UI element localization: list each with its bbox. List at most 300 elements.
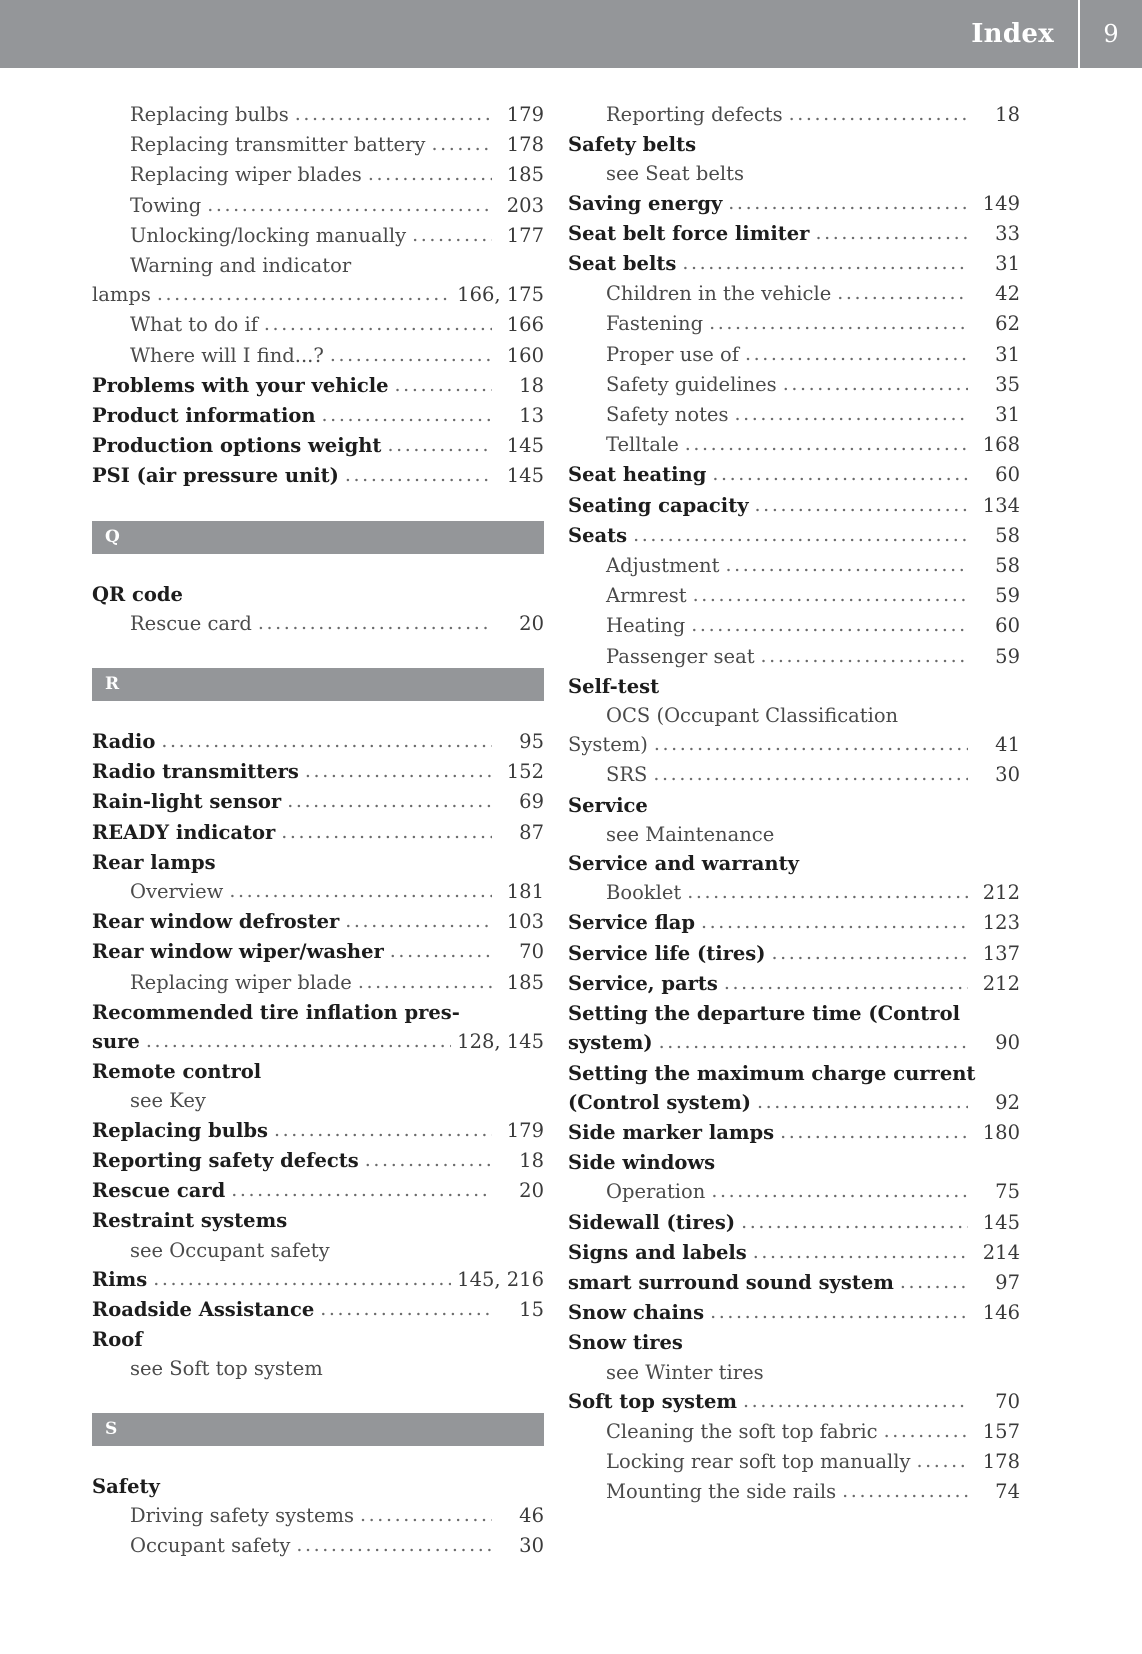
index-entry-label: Seats <box>568 523 628 547</box>
index-entry-page-number: 95 <box>519 730 544 754</box>
index-entry[interactable] <box>92 461 544 491</box>
index-entry-label: Production options weight <box>92 434 382 458</box>
index-entry[interactable] <box>568 908 1020 938</box>
index-entry-label: What to do if <box>130 313 258 337</box>
index-entry-page-number: 60 <box>995 614 1020 638</box>
index-entry-leader-dots <box>633 521 968 550</box>
index-entry-label: Sidewall (tires) <box>568 1210 736 1234</box>
index-entry[interactable] <box>92 1265 544 1295</box>
index-entry[interactable] <box>92 968 544 998</box>
index-entry[interactable] <box>568 1417 1020 1447</box>
index-entry-leader-dots <box>743 1387 968 1416</box>
index-entry-label: SRS <box>606 763 648 787</box>
index-entry[interactable] <box>92 937 544 967</box>
index-entry[interactable] <box>92 221 544 251</box>
index-entry-label: system) <box>568 1031 653 1055</box>
index-entry-page-number: 41 <box>995 733 1020 757</box>
index-entry-page-number: 212 <box>982 881 1020 905</box>
index-entry[interactable] <box>92 251 544 280</box>
index-entry-label: Radio <box>92 730 156 754</box>
index-entry-label: QR code <box>92 582 183 606</box>
index-entry[interactable] <box>92 1027 544 1057</box>
index-entry[interactable] <box>568 878 1020 908</box>
index-entry-leader-dots <box>842 1477 968 1506</box>
index-entry-page-number: 59 <box>995 644 1020 668</box>
index-entry-label: PSI (air pressure unit) <box>92 464 339 488</box>
index-entry-page-number: 15 <box>519 1297 544 1321</box>
index-entry[interactable] <box>92 341 544 371</box>
index-entry[interactable] <box>92 130 544 160</box>
index-entry-page-number: 59 <box>995 584 1020 608</box>
index-entry-label: Occupant safety <box>130 1533 291 1557</box>
index-entry-label: Saving energy <box>568 191 723 215</box>
index-entry-leader-dots <box>780 1118 968 1147</box>
index-entry-label: Warning and indicator <box>130 254 352 278</box>
index-entry-page-number: 20 <box>519 611 544 635</box>
index-entry[interactable] <box>92 818 544 848</box>
index-entry-page-number: 179 <box>506 103 544 126</box>
index-entry-leader-dots <box>390 937 492 966</box>
index-entry-page-number: 179 <box>506 1118 544 1142</box>
index-entry-leader-dots <box>153 1265 451 1294</box>
index-entry[interactable] <box>568 791 1020 820</box>
left-column <box>92 100 544 1561</box>
index-entry[interactable] <box>568 100 1020 130</box>
index-entry-page-number: 212 <box>982 971 1020 995</box>
index-entry[interactable] <box>568 460 1020 490</box>
index-entry-label: Safety <box>92 1474 160 1498</box>
index-entry[interactable] <box>568 849 1020 878</box>
index-entry-label: Adjustment <box>606 554 720 578</box>
index-entry-leader-dots <box>274 1116 492 1145</box>
index-entry-leader-dots <box>412 221 492 250</box>
index-entry-label: Signs and labels <box>568 1240 747 1264</box>
index-entry[interactable] <box>568 820 1020 849</box>
index-entry-page-number: 214 <box>982 1240 1020 1264</box>
index-entry-label: Rear window defroster <box>92 910 340 934</box>
index-entry-label: Setting the maximum charge current <box>568 1061 976 1085</box>
index-entry[interactable] <box>568 581 1020 611</box>
index-entry-leader-dots <box>815 219 968 248</box>
index-entry-label: see Occupant safety <box>130 1238 330 1262</box>
index-entry[interactable] <box>92 160 544 190</box>
index-entry-page-number: 152 <box>506 760 544 784</box>
index-entry-leader-dots <box>884 1417 968 1446</box>
index-entry-page-number: 103 <box>506 910 544 934</box>
index-entry[interactable] <box>92 1325 544 1354</box>
index-entry-page-number: 75 <box>995 1180 1020 1204</box>
index-entry-page-number: 87 <box>519 820 544 844</box>
index-entry-leader-dots <box>691 611 968 640</box>
index-entry[interactable] <box>92 1236 544 1265</box>
index-entry[interactable] <box>568 1238 1020 1268</box>
index-entry-leader-dots <box>157 280 451 309</box>
index-entry[interactable] <box>568 1447 1020 1477</box>
index-entry-leader-dots <box>783 370 968 399</box>
index-entry-leader-dots <box>745 340 968 369</box>
index-entry[interactable] <box>568 521 1020 551</box>
index-entry-label: Safety guidelines <box>606 372 777 396</box>
index-entry-page-number: 177 <box>506 223 544 247</box>
index-entry-label: Reporting safety defects <box>92 1148 359 1172</box>
index-entry-leader-dots <box>789 100 968 129</box>
index-entry-label: see Key <box>130 1089 206 1113</box>
index-entry-label: Armrest <box>606 584 687 608</box>
index-entry-leader-dots <box>755 491 968 520</box>
index-entry[interactable] <box>568 370 1020 400</box>
index-entry-leader-dots <box>229 877 492 906</box>
index-entry-label: Replacing wiper blades <box>130 163 362 187</box>
index-entry-page-number: 146 <box>982 1301 1020 1325</box>
index-entry-leader-dots <box>734 400 968 429</box>
index-entry[interactable] <box>92 727 544 757</box>
index-entry-label: Replacing wiper blade <box>130 970 352 994</box>
index-entry-leader-dots <box>701 908 968 937</box>
index-entry[interactable] <box>92 191 544 221</box>
index-entry[interactable] <box>568 1088 1020 1118</box>
index-entry[interactable] <box>568 309 1020 339</box>
index-entry-page-number: 145, 216 <box>457 1267 544 1291</box>
index-entry-label: Seat heating <box>568 463 707 487</box>
index-entry-leader-dots <box>365 1146 492 1175</box>
index-entry-label: Cleaning the soft top fabric <box>606 1419 878 1443</box>
index-entry-leader-dots <box>258 609 492 638</box>
index-entry-leader-dots <box>837 279 968 308</box>
index-entry-page-number: 69 <box>519 790 544 814</box>
index-entry-label: OCS (Occupant Classification <box>606 704 899 728</box>
index-entry[interactable] <box>568 730 1020 760</box>
index-entry-leader-dots <box>772 939 969 968</box>
index-entry[interactable] <box>92 787 544 817</box>
index-entry-label: Passenger seat <box>606 644 755 668</box>
index-entry-leader-dots <box>753 1238 968 1267</box>
index-entry[interactable] <box>92 757 544 787</box>
index-entry-label: Heating <box>606 614 686 638</box>
index-entry-label: Driving safety systems <box>130 1503 355 1527</box>
index-entry-leader-dots <box>345 907 492 936</box>
index-entry-label: Seat belt force limiter <box>568 221 810 245</box>
index-entry[interactable] <box>568 1208 1020 1238</box>
index-entry-leader-dots <box>757 1088 968 1117</box>
index-entry-label: Rescue card <box>92 1179 226 1203</box>
letter-section-bar-s <box>92 1413 544 1446</box>
index-entry-leader-dots <box>653 760 968 789</box>
index-entry-page-number: 74 <box>995 1480 1020 1504</box>
index-entry-page-number: 145 <box>982 1210 1020 1234</box>
index-entry-label: Soft top system <box>568 1389 738 1413</box>
index-entry-page-number: 46 <box>519 1503 544 1527</box>
index-entry-page-number: 18 <box>519 373 544 397</box>
index-entry[interactable] <box>92 1086 544 1115</box>
index-entry-page-number: 145 <box>506 464 544 488</box>
index-entry-leader-dots <box>693 581 968 610</box>
index-entry-label: Product information <box>92 404 316 428</box>
index-entry-page-number: 30 <box>519 1533 544 1557</box>
index-entry-leader-dots <box>360 1501 492 1530</box>
index-entry[interactable] <box>568 1177 1020 1207</box>
index-entry[interactable] <box>568 1358 1020 1387</box>
index-entry-label: Side windows <box>568 1151 716 1175</box>
index-entry-page-number: 31 <box>995 252 1020 276</box>
index-entry-leader-dots <box>728 189 968 218</box>
index-entry[interactable] <box>92 310 544 340</box>
index-entry-page-number: 58 <box>995 523 1020 547</box>
index-entry[interactable] <box>92 1116 544 1146</box>
index-entry[interactable] <box>568 189 1020 219</box>
index-entry[interactable] <box>568 999 1020 1028</box>
index-entry[interactable] <box>92 609 544 639</box>
page-title: Index <box>971 19 1054 49</box>
index-entry-label: lamps <box>92 283 151 307</box>
index-entry-page-number: 166, 175 <box>457 283 544 307</box>
index-entry-label: Problems with your vehicle <box>92 373 389 397</box>
index-entry-leader-dots <box>725 551 968 580</box>
index-entry-page-number: 123 <box>982 911 1020 935</box>
index-entry[interactable] <box>568 279 1020 309</box>
index-entry-label: Fastening <box>606 312 704 336</box>
index-entry[interactable] <box>568 130 1020 159</box>
index-entry[interactable] <box>568 760 1020 790</box>
index-entry[interactable] <box>568 249 1020 279</box>
index-entry-label: Snow chains <box>568 1301 705 1325</box>
index-entry[interactable] <box>92 1176 544 1206</box>
index-entry-label: Service life (tires) <box>568 941 766 965</box>
index-entry-label: READY indicator <box>92 820 276 844</box>
index-entry-label: smart surround sound system <box>568 1270 894 1294</box>
index-entry-label: Radio transmitters <box>92 760 299 784</box>
index-entry-page-number: 203 <box>506 193 544 217</box>
index-entry[interactable] <box>568 642 1020 672</box>
index-entry[interactable] <box>568 1028 1020 1058</box>
index-entry-label: sure <box>92 1030 140 1054</box>
index-entry[interactable] <box>92 431 544 461</box>
index-entry-leader-dots <box>659 1028 968 1057</box>
index-entry[interactable] <box>568 969 1020 999</box>
index-entry[interactable] <box>568 939 1020 969</box>
index-entry[interactable] <box>568 1148 1020 1177</box>
index-entry-label: Snow tires <box>568 1331 683 1355</box>
index-entry-page-number: 145 <box>506 434 544 458</box>
index-entry-page-number: 62 <box>995 312 1020 336</box>
index-entry-page-number: 178 <box>982 1450 1020 1474</box>
index-entry-leader-dots <box>287 787 492 816</box>
index-entry[interactable] <box>92 1354 544 1383</box>
index-entry-page-number: 181 <box>506 880 544 904</box>
index-entry[interactable] <box>568 340 1020 370</box>
index-body <box>0 100 1142 1561</box>
index-entry-label: Replacing bulbs <box>92 1118 269 1142</box>
index-entry-leader-dots <box>207 191 492 220</box>
index-entry-leader-dots <box>330 341 492 370</box>
index-entry-leader-dots <box>724 969 968 998</box>
index-entry-leader-dots <box>395 371 492 400</box>
index-entry-label: (Control system) <box>568 1090 751 1114</box>
index-entry-leader-dots <box>264 310 492 339</box>
index-entry-leader-dots <box>654 730 968 759</box>
index-entry-label: Mounting the side rails <box>606 1480 837 1504</box>
index-entry-label: Restraint systems <box>92 1209 288 1233</box>
index-entry-label: Recommended tire inflation pres- <box>92 1000 460 1024</box>
index-entry-label: see Seat belts <box>606 162 744 186</box>
index-entry-leader-dots <box>296 1531 492 1560</box>
index-entry-leader-dots <box>320 1295 492 1324</box>
index-entry-label: Rear window wiper/washer <box>92 940 384 964</box>
index-entry-leader-dots <box>281 818 492 847</box>
index-entry-label: see Soft top system <box>130 1357 323 1381</box>
index-entry-label: Remote control <box>92 1060 262 1084</box>
index-entry-page-number: 58 <box>995 554 1020 578</box>
index-entry-leader-dots <box>322 401 492 430</box>
letter-section-bar-q <box>92 521 544 554</box>
index-entry-page-number: 185 <box>506 163 544 187</box>
index-entry[interactable] <box>568 1298 1020 1328</box>
index-entry-page-number: 180 <box>982 1120 1020 1144</box>
index-entry-page-number: 20 <box>519 1179 544 1203</box>
index-entry-leader-dots <box>682 249 968 278</box>
index-entry[interactable] <box>92 580 544 609</box>
index-entry[interactable] <box>568 219 1020 249</box>
index-entry-label: Locking rear soft top manually <box>606 1450 911 1474</box>
index-entry-leader-dots <box>741 1208 968 1237</box>
index-entry[interactable] <box>568 1268 1020 1298</box>
index-entry-label: Proper use of <box>606 342 739 366</box>
index-entry-page-number: 149 <box>982 191 1020 215</box>
index-entry-page-number: 70 <box>519 940 544 964</box>
index-entry-label: Safety belts <box>568 133 697 157</box>
index-entry-label: see Winter tires <box>606 1360 764 1384</box>
index-entry-label: Children in the vehicle <box>606 282 832 306</box>
index-entry[interactable] <box>568 701 1020 730</box>
index-entry[interactable] <box>568 491 1020 521</box>
index-entry-page-number: 134 <box>982 493 1020 517</box>
index-entry[interactable] <box>92 401 544 431</box>
index-entry-leader-dots <box>345 461 492 490</box>
index-entry-page-number: 30 <box>995 763 1020 787</box>
index-entry-label: Service <box>568 793 648 817</box>
letter-section-label: S <box>105 1418 118 1439</box>
index-entry-label: Service flap <box>568 911 696 935</box>
index-entry-leader-dots <box>368 160 492 189</box>
index-entry-leader-dots <box>146 1027 451 1056</box>
letter-section-label: Q <box>105 526 120 547</box>
index-entry[interactable] <box>92 1501 544 1531</box>
index-entry-page-number: 128, 145 <box>457 1030 544 1054</box>
index-entry-label: Service and warranty <box>568 852 799 876</box>
index-entry-label: Unlocking/locking manually <box>130 223 407 247</box>
letter-section-bar-r <box>92 668 544 701</box>
letter-section-label: R <box>105 674 120 695</box>
index-entry[interactable] <box>92 1206 544 1235</box>
index-entry-page-number: 18 <box>519 1148 544 1172</box>
index-entry[interactable] <box>568 672 1020 701</box>
index-entry-page-number: 178 <box>506 133 544 157</box>
index-entry[interactable] <box>92 907 544 937</box>
index-entry-page-number: 137 <box>982 941 1020 965</box>
index-entry-leader-dots <box>161 727 492 756</box>
index-entry-leader-dots <box>761 642 968 671</box>
index-entry-label: Telltale <box>606 433 679 457</box>
index-entry-label: Overview <box>130 880 224 904</box>
index-entry-label: Seat belts <box>568 252 677 276</box>
index-entry[interactable] <box>568 1059 1020 1088</box>
page-number: 9 <box>1103 20 1119 48</box>
index-entry[interactable] <box>568 1328 1020 1357</box>
index-entry-page-number: 185 <box>506 970 544 994</box>
index-entry-leader-dots <box>431 130 492 159</box>
index-entry[interactable] <box>92 998 544 1027</box>
index-entry-label: see Maintenance <box>606 822 775 846</box>
index-entry-page-number: 31 <box>995 403 1020 427</box>
index-entry-page-number: 33 <box>995 221 1020 245</box>
index-entry[interactable] <box>92 1295 544 1325</box>
index-entry-leader-dots <box>687 878 968 907</box>
index-entry[interactable] <box>568 159 1020 188</box>
index-entry-label: Rescue card <box>130 611 252 635</box>
index-entry-label: Reporting defects <box>606 103 783 126</box>
index-entry-leader-dots <box>900 1268 968 1297</box>
index-entry-leader-dots <box>305 757 492 786</box>
index-entry[interactable] <box>92 371 544 401</box>
index-entry[interactable] <box>92 1531 544 1561</box>
index-entry[interactable] <box>92 848 544 877</box>
index-entry-page-number: 168 <box>982 433 1020 457</box>
index-entry[interactable] <box>568 430 1020 460</box>
index-entry[interactable] <box>92 280 544 310</box>
index-entry[interactable] <box>92 1472 544 1501</box>
index-entry-label: Safety notes <box>606 403 729 427</box>
index-entry-leader-dots <box>917 1447 968 1476</box>
index-entry-leader-dots <box>295 100 492 129</box>
index-entry-leader-dots <box>712 460 968 489</box>
index-entry-page-number: 90 <box>995 1031 1020 1055</box>
index-entry-page-number: 92 <box>995 1090 1020 1114</box>
index-entry[interactable] <box>92 1146 544 1176</box>
index-entry-label: Side marker lamps <box>568 1120 775 1144</box>
index-entry-leader-dots <box>710 1298 968 1327</box>
index-entry-label: Roof <box>92 1328 143 1352</box>
index-entry[interactable] <box>92 100 544 130</box>
index-entry-page-number: 166 <box>506 313 544 337</box>
index-entry[interactable] <box>568 400 1020 430</box>
index-entry-leader-dots <box>711 1177 968 1206</box>
index-entry[interactable] <box>92 877 544 907</box>
index-entry-label: Self-test <box>568 674 660 698</box>
index-entry[interactable] <box>92 1057 544 1086</box>
index-entry[interactable] <box>568 611 1020 641</box>
index-entry-leader-dots <box>231 1176 492 1205</box>
index-entry[interactable] <box>568 1118 1020 1148</box>
index-entry-page-number: 35 <box>995 372 1020 396</box>
index-entry-label: System) <box>568 733 648 757</box>
index-entry[interactable] <box>568 1387 1020 1417</box>
index-entry[interactable] <box>568 551 1020 581</box>
index-entry[interactable] <box>568 1477 1020 1507</box>
index-entry-leader-dots <box>709 309 968 338</box>
index-entry-page-number: 31 <box>995 342 1020 366</box>
index-entry-label: Towing <box>130 193 202 217</box>
index-entry-leader-dots <box>358 968 492 997</box>
index-entry-label: Setting the departure time (Control <box>568 1002 960 1026</box>
index-entry-page-number: 70 <box>995 1389 1020 1413</box>
index-entry-leader-dots <box>685 430 968 459</box>
index-entry-label: Seating capacity <box>568 493 749 517</box>
right-column <box>568 100 1020 1561</box>
index-entry-label: Rain-light sensor <box>92 790 282 814</box>
index-entry-label: Rear lamps <box>92 850 216 874</box>
index-entry-page-number: 13 <box>519 404 544 428</box>
index-entry-label: Replacing transmitter battery <box>130 133 426 157</box>
index-entry-label: Booklet <box>606 881 682 905</box>
